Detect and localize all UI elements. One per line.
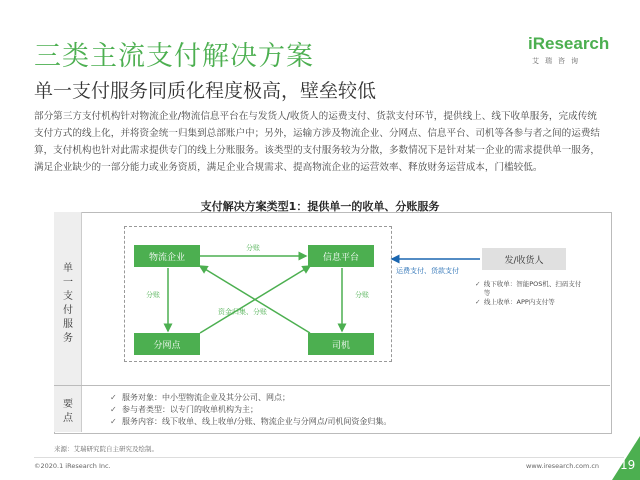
edge-label-logistics-branch: 分账 <box>146 291 160 299</box>
payer-bullet: ✓ 线上收单：APP内支付等 <box>475 298 555 306</box>
website-url: www.iresearch.com.cn <box>526 462 600 470</box>
page-number: 19 <box>620 458 636 472</box>
side-label-key-points: 要点 <box>63 399 73 424</box>
source-note: 来源：艾瑞研究院自主研究及绘制。 <box>54 445 158 453</box>
node-branch: 分网点 <box>134 333 200 355</box>
node-payer: 发/收货人 <box>482 248 566 270</box>
edge-label-logistics-platform: 分账 <box>246 244 260 252</box>
key-point: ✓ 服务内容：线下收单、线上收单/分账、物流企业与分网点/司机间资金归集。 <box>110 417 392 426</box>
node-platform: 信息平台 <box>308 245 374 267</box>
key-point: ✓ 服务对象：中小型物流企业及其分公司、网点； <box>110 393 290 402</box>
edge-label-payer-flow: 运费支付、货款支付 <box>396 267 459 275</box>
copyright: ©2020.1 iResearch Inc. <box>34 462 111 470</box>
page-subtitle: 单一支付服务同质化程度极高，壁垒较低 <box>34 80 377 102</box>
edge-label-center: 资金归集、分账 <box>218 308 267 316</box>
side-label-single-payment: 单一支付服务 <box>63 263 73 344</box>
key-points-list <box>110 392 391 428</box>
payer-bullet-list <box>475 280 585 307</box>
key-point: ✓ 参与者类型：以专门的收单机构为主； <box>110 405 258 414</box>
node-logistics: 物流企业 <box>134 245 200 267</box>
body-paragraph: 部分第三方支付机构针对物流企业/物流信息平台在与发货人/收货人的运费支付、货款支付环节，提供线上、线下收单服务，完成传统支付方式的线上化，并将资金统一归集到总部账户中；另外，运输方涉及物流企业、分网点、信息平台、司机等各参与者之间的运费结算，支付机构也针对此需求提供专门的线上分账服务。该类型的支付服务较为分散，多数情况下是针对某一企业的需求提供单一服务，满足企业缺少的一部分能力或业务资质，满足企业合规需求、提高物流企业的运营效率、释放财务运营成本，门槛较低。 <box>34 111 601 173</box>
logo-sub-text: 艾瑞咨询 <box>532 57 584 65</box>
node-driver: 司机 <box>308 333 374 355</box>
footer-divider <box>34 457 624 458</box>
diagram-title: 支付解决方案类型1：提供单一的收单、分账服务 <box>200 200 440 213</box>
logo-main-text: iResearch <box>528 34 610 53</box>
edge-label-platform-driver: 分账 <box>355 291 369 299</box>
payer-bullet: ✓ 线下收单：智能POS机、扫码支付等 <box>475 280 582 297</box>
page-title: 三类主流支付解决方案 <box>34 41 314 72</box>
